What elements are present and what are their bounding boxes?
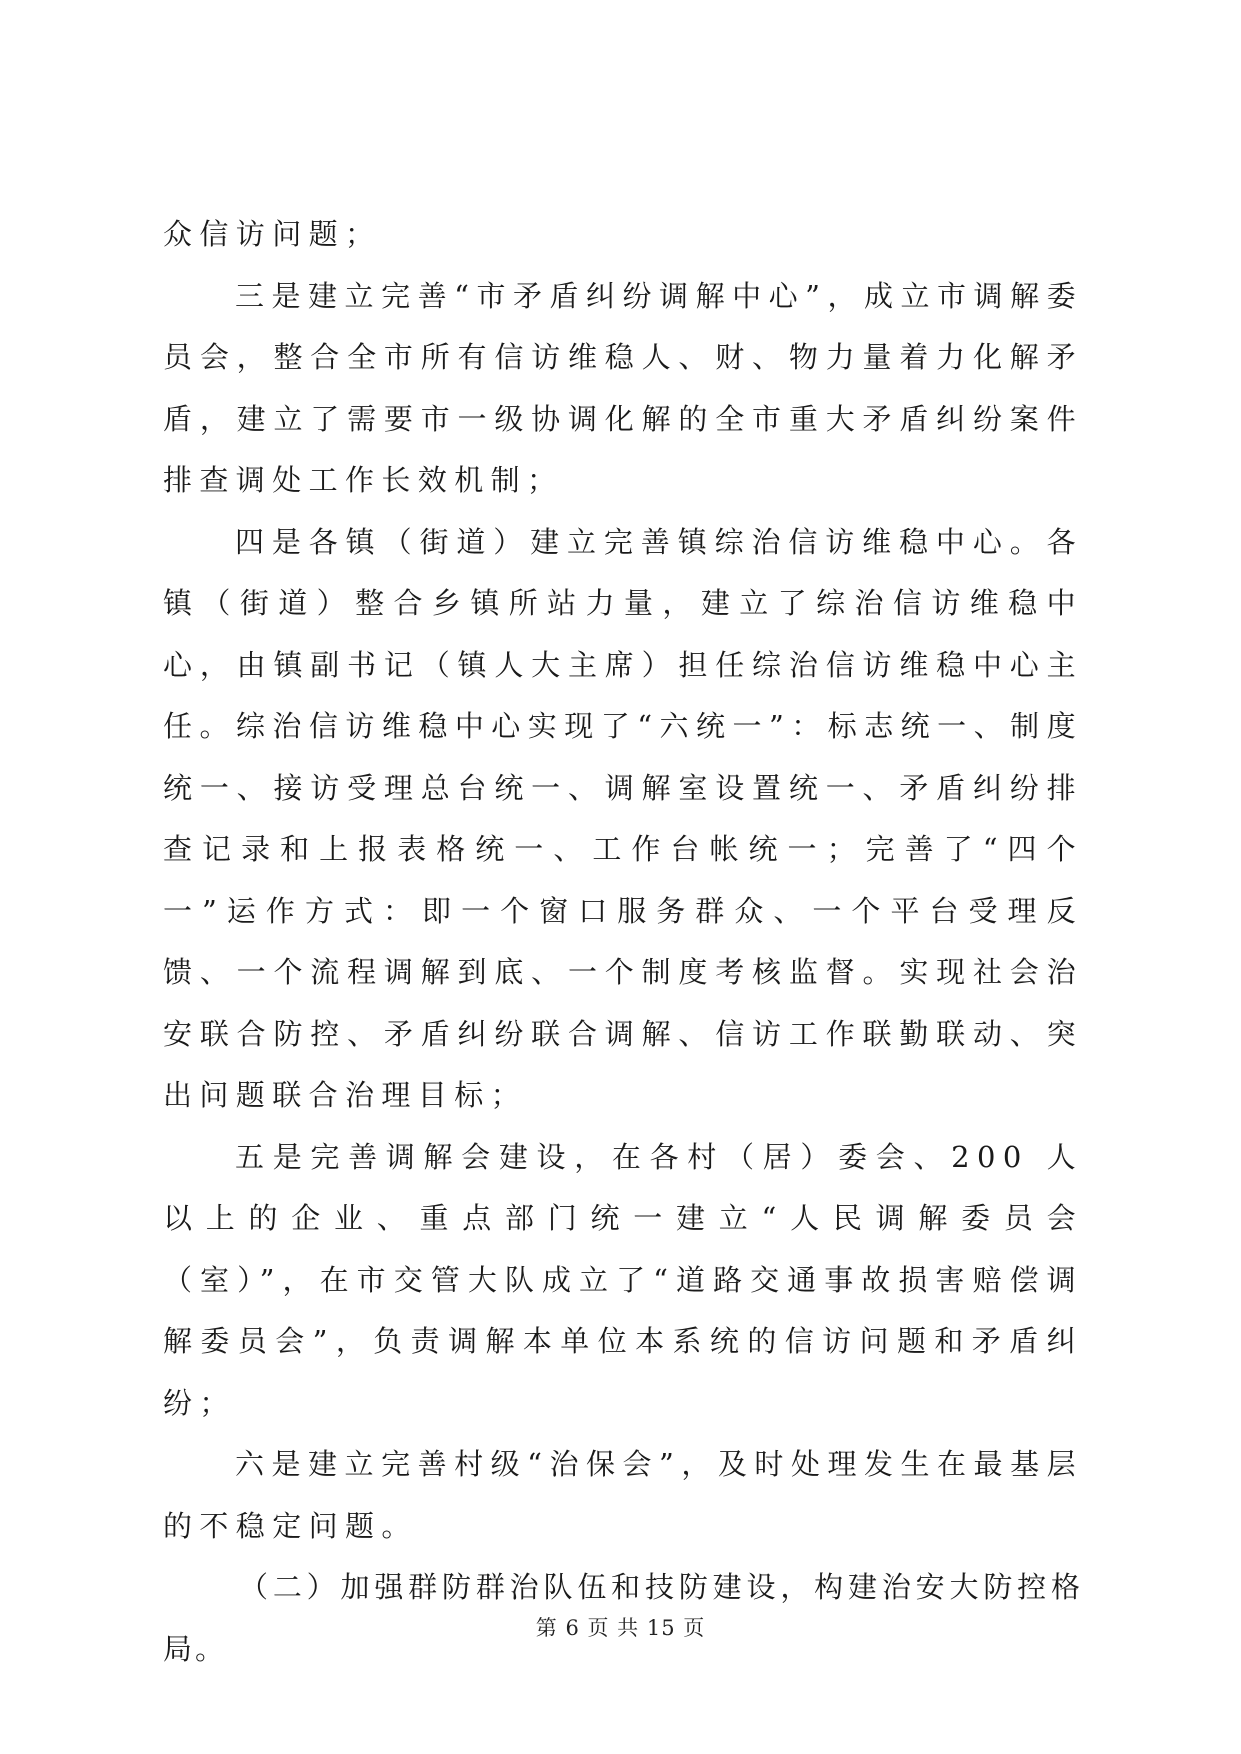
paragraph-item-five: 五是完善调解会建设，在各村（居）委会、200 人以上的企业、重点部门统一建立“人民调解委员会（室）”，在市交管大队成立了“道路交通事故损害赔偿调解委员会”，负责调解本单位本系统的信访问题和矛盾纠纷；	[163, 1139, 1083, 1420]
paragraph-continuation: 众信访问题；	[163, 217, 382, 251]
page-number-footer: 第 6 页 共 15 页	[535, 1616, 706, 1640]
paragraph-item-three: 三是建立完善“市矛盾纠纷调解中心”，成立市调解委员会，整合全市所有信访维稳人、财、物力量着力化解矛盾，建立了需要市一级协调化解的全市重大矛盾纠纷案件排查调处工作长效机制；	[163, 278, 1083, 497]
document-body	[163, 204, 1083, 1680]
paragraph-item-six: 六是建立完善村级“治保会”，及时处理发生在最基层的不稳定问题。	[163, 1447, 1083, 1543]
section-heading: （二）加强群防群治队伍和技防建设，构建治安大防控格局。	[163, 1570, 1083, 1666]
paragraph-item-four: 四是各镇（街道）建立完善镇综治信访维稳中心。各镇（街道）整合乡镇所站力量，建立了综治信访维稳中心，由镇副书记（镇人大主席）担任综治信访维稳中心主任。综治信访维稳中心实现了“六统一”：标志统一、制度统一、接访受理总台统一、调解室设置统一、矛盾纠纷排查记录和上报表格统一、工作台帐统一；完善了“四个一”运作方式：即一个窗口服务群众、一个平台受理反馈、一个流程调解到底、一个制度考核监督。实现社会治安联合防控、矛盾纠纷联合调解、信访工作联勤联动、突出问题联合治理目标；	[163, 524, 1083, 1112]
